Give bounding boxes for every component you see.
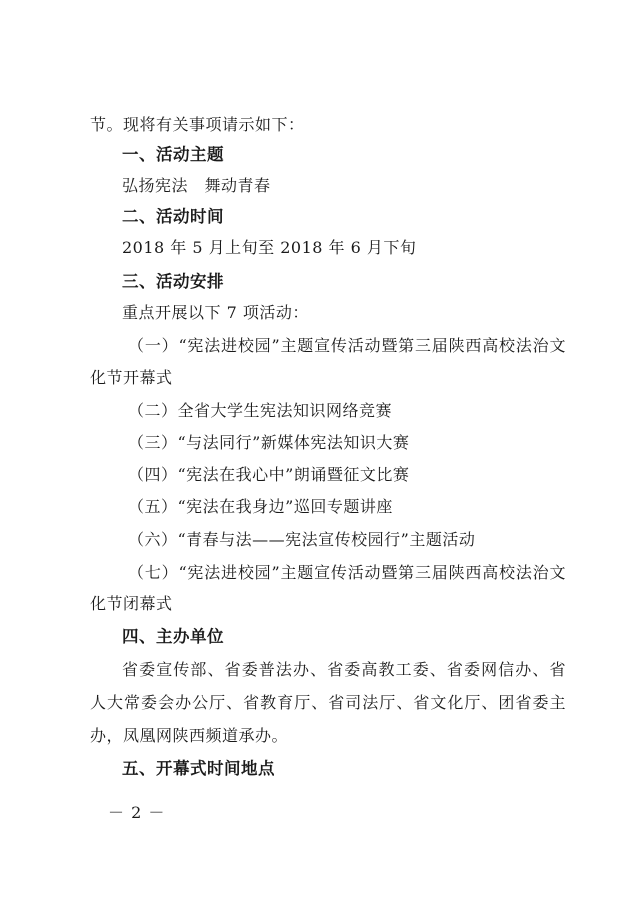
activity-item-7: （七）“宪法进校园”主题宣传活动暨第三届陕西高校法治文: [128, 563, 566, 582]
page-number: － 2 －: [108, 803, 166, 822]
body-text-time: 2018 年 5 月上旬至 2018 年 6 月下旬: [122, 238, 417, 257]
body-text-organizers-1: 省委宣传部、省委普法办、省委高教工委、省委网信办、省: [122, 660, 566, 679]
section-heading-opening-ceremony: 五、开幕式时间地点: [122, 759, 275, 778]
body-text-organizers-2: 人大常委会办公厅、省教育厅、省司法厅、省文化厅、团省委主: [90, 693, 566, 712]
activity-item-6: （六）“青春与法——宪法宣传校园行”主题活动: [128, 530, 476, 549]
section-heading-organizers: 四、主办单位: [122, 627, 224, 646]
section-heading-arrangement: 三、活动安排: [122, 272, 224, 291]
section-heading-theme: 一、活动主题: [122, 145, 224, 164]
activity-item-5: （五）“宪法在我身边”巡回专题讲座: [128, 497, 393, 516]
section-heading-time: 二、活动时间: [122, 207, 224, 226]
activity-item-7-continued: 化节闭幕式: [90, 594, 173, 613]
activity-item-2: （二）全省大学生宪法知识网络竞赛: [128, 401, 393, 420]
activity-item-1-continued: 化节开幕式: [90, 368, 173, 387]
activity-item-3: （三）“与法同行”新媒体宪法知识大赛: [128, 433, 410, 452]
body-text-theme: 弘扬宪法 舞动青春: [122, 176, 271, 195]
body-text-organizers-3: 办，凤凰网陕西频道承办。: [90, 726, 289, 745]
body-text-intro: 节。现将有关事项请示如下：: [90, 115, 305, 134]
activity-item-4: （四）“宪法在我心中”朗诵暨征文比赛: [128, 465, 410, 484]
body-text-arrangement-intro: 重点开展以下 7 项活动：: [122, 303, 309, 322]
activity-item-1: （一）“宪法进校园”主题宣传活动暨第三届陕西高校法治文: [128, 336, 566, 355]
